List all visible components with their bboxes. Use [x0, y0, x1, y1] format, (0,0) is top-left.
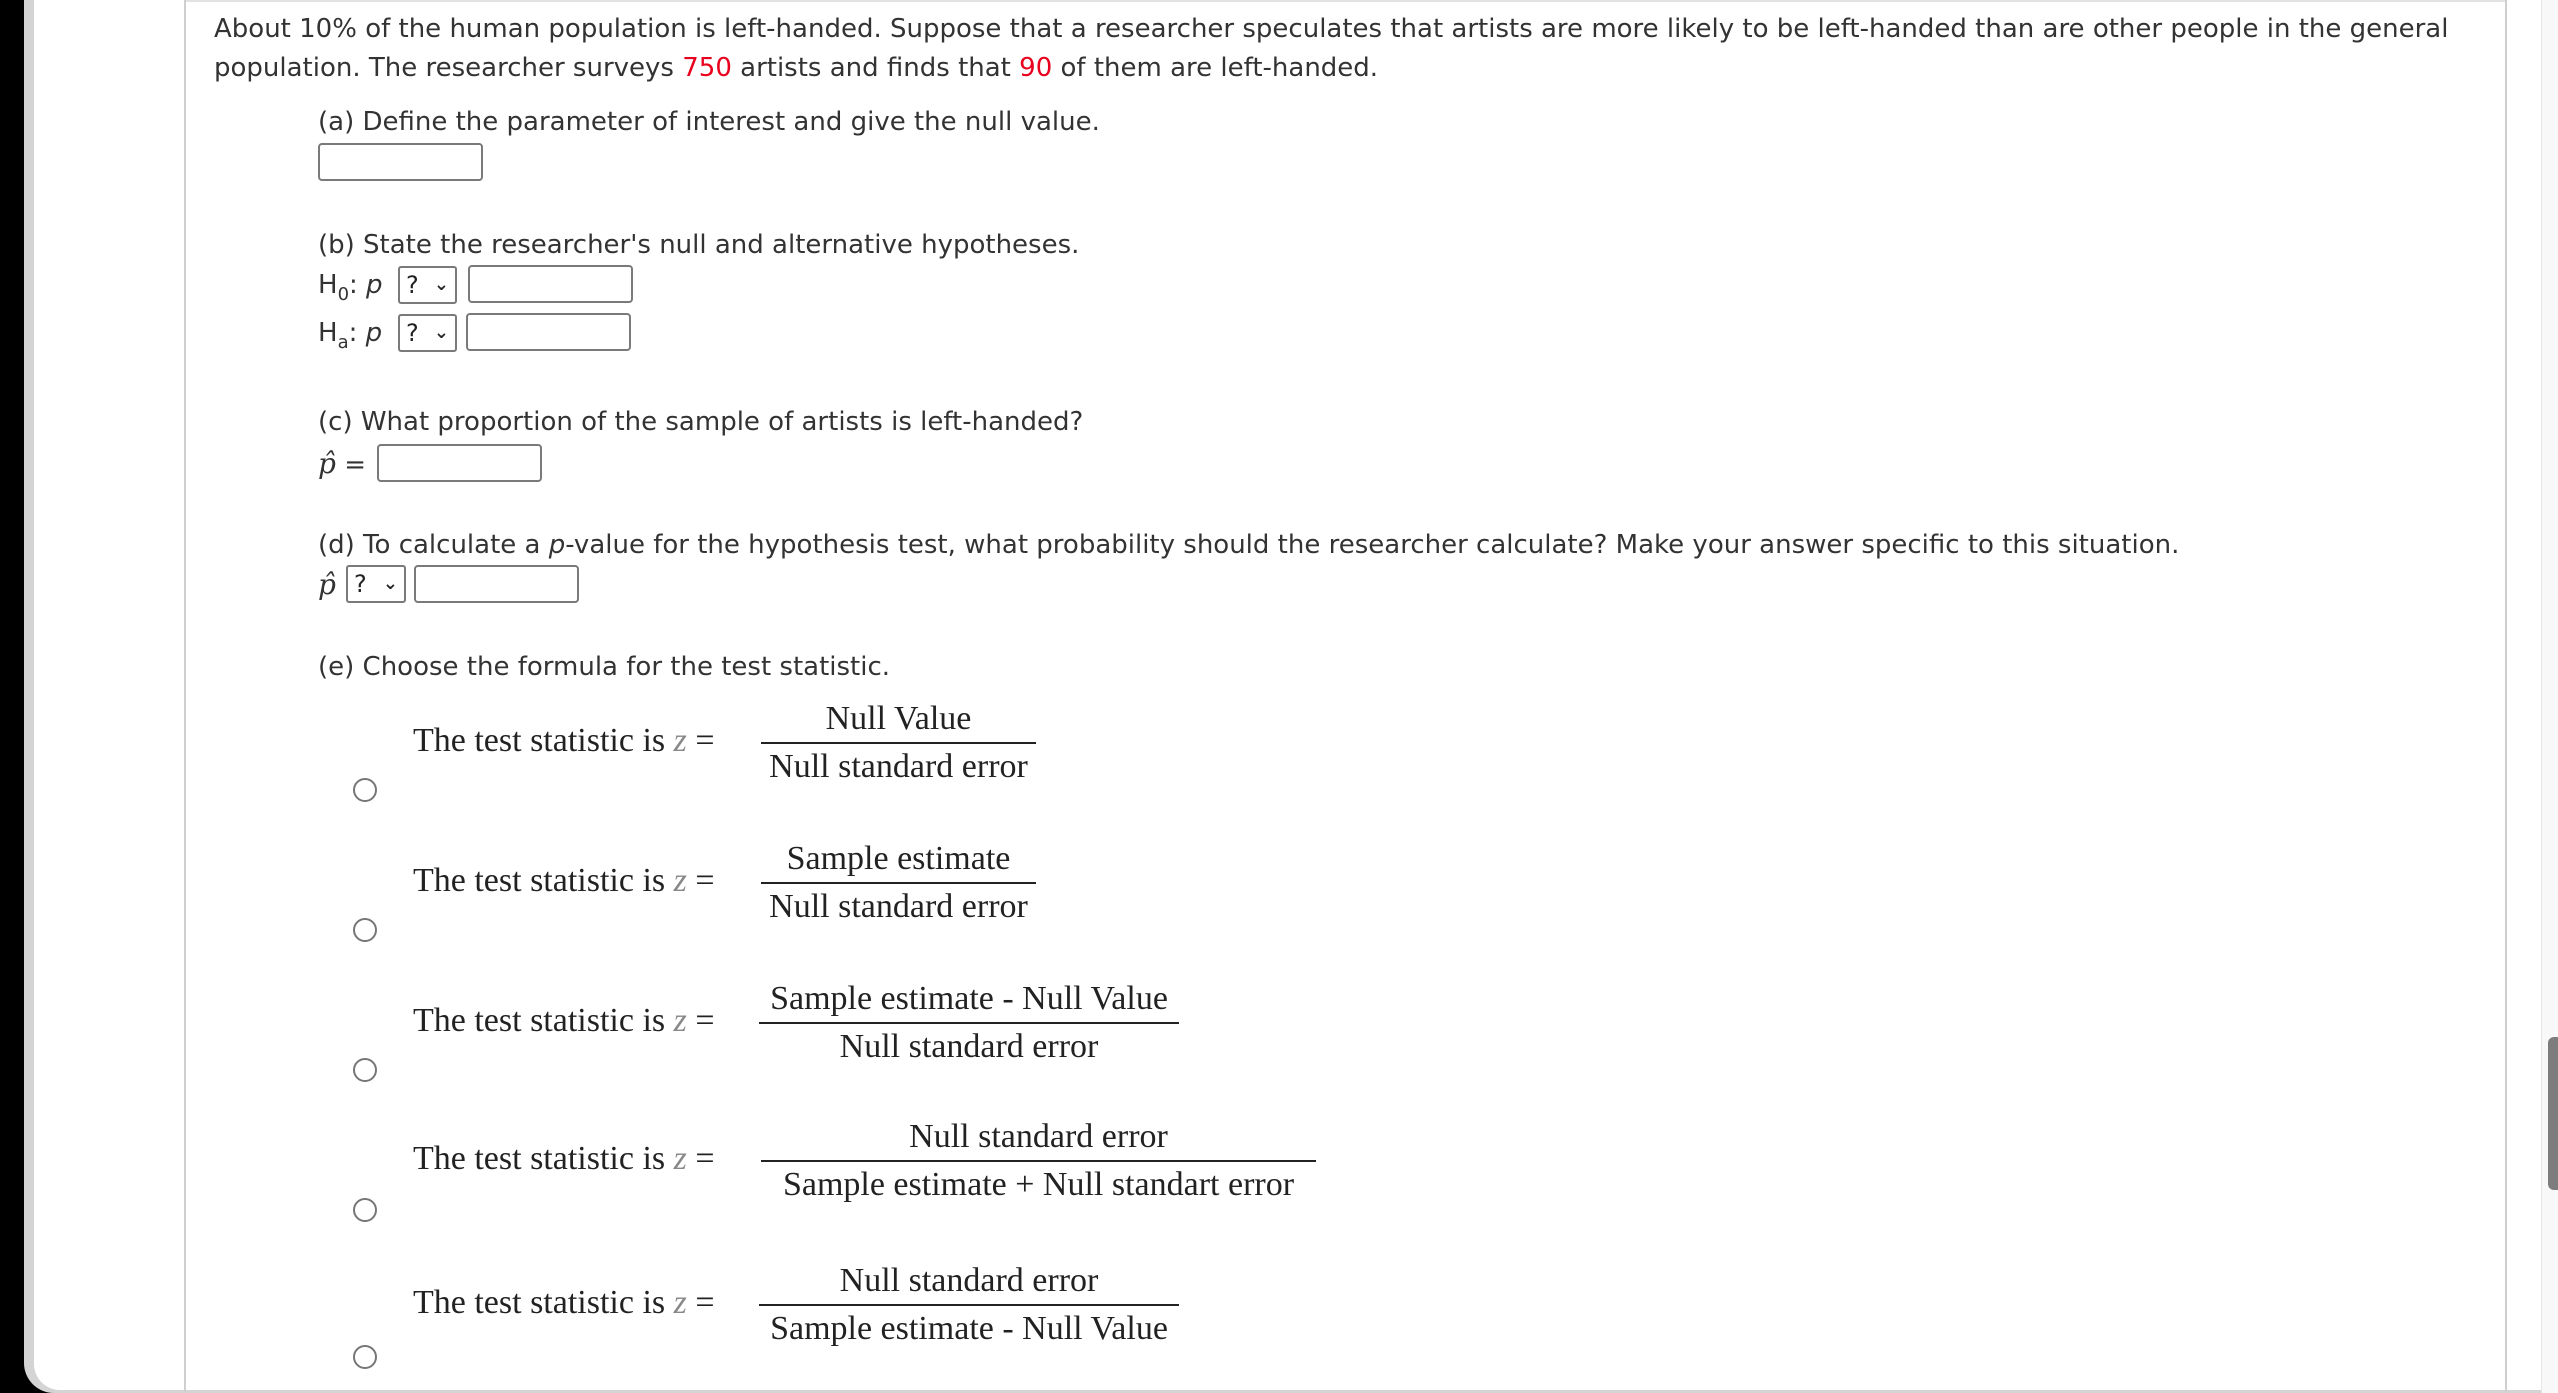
z-symbol: z	[673, 722, 687, 759]
part-a-label: (a) Define the parameter of interest and give the null value.	[318, 107, 1100, 137]
fraction	[761, 1116, 1316, 1206]
formula-option-2	[413, 838, 1113, 928]
lead-text: The test statistic is	[413, 1002, 674, 1039]
phat-symbol: p̂	[318, 568, 336, 601]
formula-option-3-radio[interactable]	[353, 1058, 377, 1082]
part-d-select-value: ?	[354, 570, 367, 598]
formula-lead	[413, 1002, 715, 1040]
part-a-input[interactable]	[318, 143, 483, 181]
fraction-bar	[761, 882, 1036, 884]
h0-h: H	[318, 270, 338, 300]
part-d-phat	[318, 565, 336, 606]
formula-option-4-radio[interactable]	[353, 1198, 377, 1222]
part-d-relation-select[interactable]	[346, 565, 406, 603]
numerator: Null standard error	[909, 1118, 1168, 1155]
denominator: Null standard error	[769, 888, 1028, 925]
h0-label	[318, 266, 383, 307]
formula-option-2-radio[interactable]	[353, 918, 377, 942]
z-symbol: z	[673, 1284, 687, 1321]
fraction	[761, 698, 1036, 788]
part-c-label: (c) What proportion of the sample of artists is left-handed?	[318, 407, 1084, 437]
chevron-down-icon: ⌄	[382, 573, 398, 594]
fraction	[759, 1260, 1179, 1350]
equals: =	[686, 862, 715, 899]
right-divider	[2505, 0, 2507, 1393]
lead-text: The test statistic is	[413, 1140, 674, 1177]
part-d-text-1: (d) To calculate a	[318, 530, 549, 560]
phat-symbol: p̂	[318, 447, 336, 480]
h0-param: p	[366, 270, 383, 300]
formula-lead	[413, 1284, 715, 1322]
ha-colon: :	[348, 318, 358, 348]
denominator: Sample estimate + Null standart error	[782, 1166, 1295, 1203]
problem-statement	[214, 10, 2494, 88]
part-e-label: (e) Choose the formula for the test statistic.	[318, 652, 891, 682]
part-d-label	[318, 526, 2179, 565]
ha-relation-select[interactable]	[398, 314, 457, 352]
intro-text-3: of them are left-handed.	[1052, 53, 1379, 83]
denominator: Null standard error	[769, 748, 1028, 785]
numerator: Null Value	[825, 700, 972, 737]
numerator: Sample estimate - Null Value	[770, 980, 1168, 1017]
fraction-bar	[761, 1160, 1316, 1162]
fraction	[759, 978, 1179, 1068]
part-d-input[interactable]	[414, 565, 579, 603]
formula-option-5	[413, 1260, 1213, 1350]
z-symbol: z	[673, 1002, 687, 1039]
phat-equals	[318, 444, 366, 485]
numerator: Sample estimate	[786, 840, 1011, 877]
formula-option-1-radio[interactable]	[353, 778, 377, 802]
formula-lead	[413, 722, 715, 760]
left-handed-count: 90	[1019, 53, 1053, 83]
left-divider	[184, 0, 186, 1393]
ha-value-input[interactable]	[466, 313, 631, 351]
fraction	[761, 838, 1036, 928]
formula-option-1	[413, 698, 1113, 788]
lead-text: The test statistic is	[413, 1284, 674, 1321]
formula-option-5-radio[interactable]	[353, 1345, 377, 1369]
intro-text-2: artists and finds that	[731, 53, 1020, 83]
z-symbol: z	[673, 1140, 687, 1177]
numerator: Null standard error	[839, 1262, 1099, 1299]
lead-text: The test statistic is	[413, 862, 674, 899]
equals: =	[686, 722, 715, 759]
ha-label	[318, 314, 382, 355]
fraction-bar	[759, 1022, 1179, 1024]
part-b-label: (b) State the researcher's null and alternative hypotheses.	[318, 230, 1080, 260]
top-border	[184, 0, 2507, 2]
formula-option-4	[413, 1116, 1363, 1206]
fraction-bar	[761, 742, 1036, 744]
z-symbol: z	[673, 862, 687, 899]
part-c-input[interactable]	[377, 444, 542, 482]
h0-subscript: 0	[337, 284, 350, 305]
part-d-text-2: -value for the hypothesis test, what probability should the researcher calculate? Make your answer specific to this situation.	[565, 530, 2180, 560]
ha-h: H	[318, 318, 338, 348]
h0-select-value: ?	[406, 271, 419, 299]
formula-option-3	[413, 978, 1213, 1068]
equals-sign: =	[344, 450, 366, 480]
chevron-down-icon: ⌄	[433, 274, 449, 295]
denominator: Sample estimate - Null Value	[770, 1310, 1168, 1347]
formula-lead	[413, 862, 715, 900]
scrollbar-thumb[interactable]	[2548, 1037, 2558, 1190]
ha-param: p	[365, 318, 383, 348]
equals: =	[686, 1002, 715, 1039]
h0-relation-select[interactable]	[398, 266, 457, 304]
equals: =	[686, 1284, 715, 1321]
h0-colon: :	[349, 270, 358, 300]
h0-value-input[interactable]	[468, 265, 633, 303]
chevron-down-icon: ⌄	[433, 322, 449, 343]
equals: =	[686, 1140, 715, 1177]
fraction-bar	[759, 1304, 1179, 1306]
lead-text: The test statistic is	[413, 722, 674, 759]
part-d-p: p	[548, 530, 566, 560]
formula-lead	[413, 1140, 715, 1178]
denominator: Null standard error	[839, 1028, 1099, 1065]
ha-select-value: ?	[406, 319, 419, 347]
sample-size: 750	[682, 53, 732, 83]
intro-text: About 10% of the human population is left-handed. Suppose that a researcher speculates that artists are more likely to be left-handed than are other people in the general population. The researcher surveys	[214, 14, 2449, 83]
ha-subscript: a	[337, 332, 349, 353]
